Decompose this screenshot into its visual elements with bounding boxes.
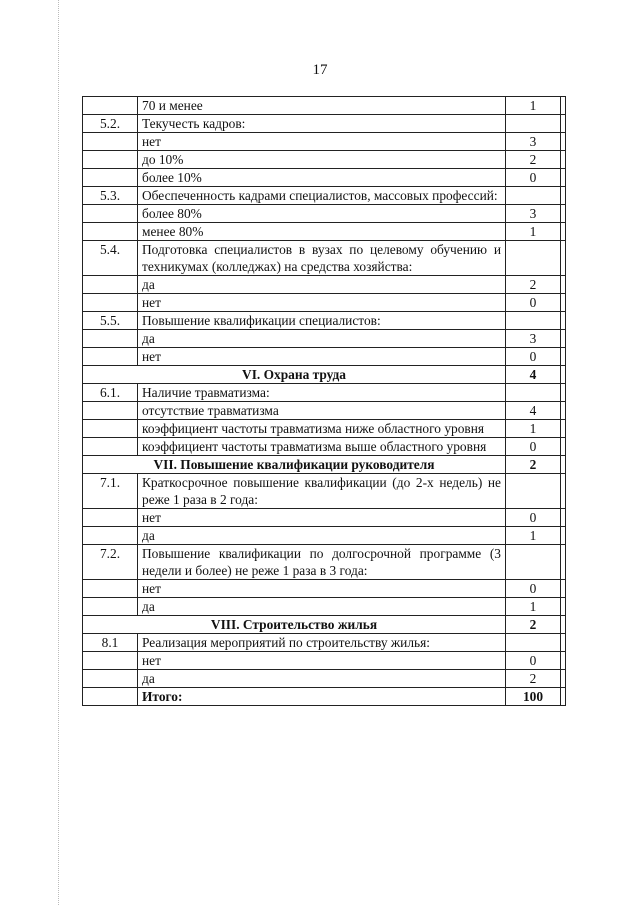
criterion-text: Текучесть кадров: <box>138 115 506 133</box>
row-number <box>83 688 138 706</box>
criterion-text: Обеспеченность кадрами специалистов, массовых профессий: <box>138 187 506 205</box>
row-number: 6.1. <box>83 384 138 402</box>
extra-column-cell <box>561 133 566 151</box>
row-number <box>83 330 138 348</box>
extra-column-cell <box>561 634 566 652</box>
criterion-text: Краткосрочное повышение квалификации (до 2-х недель) не реже 1 раза в 2 года: <box>138 474 506 509</box>
row-number <box>83 205 138 223</box>
table-row <box>83 205 566 223</box>
score-value: 1 <box>506 223 561 241</box>
table-row <box>83 634 566 652</box>
section-header-row <box>83 366 566 384</box>
row-number: 7.2. <box>83 545 138 580</box>
score-value: 4 <box>506 402 561 420</box>
score-value <box>506 384 561 402</box>
section-max-score: 2 <box>506 456 561 474</box>
criterion-text: Наличие травматизма: <box>138 384 506 402</box>
extra-column-cell <box>561 616 566 634</box>
table-row <box>83 438 566 456</box>
row-number <box>83 294 138 312</box>
score-value: 1 <box>506 527 561 545</box>
criterion-text: коэффициент частоты травматизма ниже областного уровня <box>138 420 506 438</box>
extra-column-cell <box>561 420 566 438</box>
score-value <box>506 115 561 133</box>
row-number <box>83 652 138 670</box>
score-value <box>506 545 561 580</box>
row-number <box>83 97 138 115</box>
row-number: 5.5. <box>83 312 138 330</box>
table-row <box>83 223 566 241</box>
score-value: 1 <box>506 598 561 616</box>
table-row <box>83 241 566 276</box>
row-number <box>83 223 138 241</box>
criterion-text: до 10% <box>138 151 506 169</box>
extra-column-cell <box>561 97 566 115</box>
table-row <box>83 545 566 580</box>
section-max-score: 4 <box>506 366 561 384</box>
score-value: 1 <box>506 420 561 438</box>
extra-column-cell <box>561 580 566 598</box>
table-row <box>83 527 566 545</box>
criterion-text: Подготовка специалистов в вузах по целевому обучению и техникумах (колледжах) на средства хозяйства: <box>138 241 506 276</box>
score-value: 0 <box>506 509 561 527</box>
row-number: 5.3. <box>83 187 138 205</box>
score-value: 1 <box>506 97 561 115</box>
criterion-text: нет <box>138 509 506 527</box>
extra-column-cell <box>561 366 566 384</box>
score-value <box>506 187 561 205</box>
score-value: 3 <box>506 205 561 223</box>
table-row <box>83 330 566 348</box>
extra-column-cell <box>561 187 566 205</box>
table-row <box>83 187 566 205</box>
extra-column-cell <box>561 688 566 706</box>
score-value: 0 <box>506 652 561 670</box>
section-header-row <box>83 616 566 634</box>
table-row <box>83 402 566 420</box>
criterion-text: нет <box>138 348 506 366</box>
extra-column-cell <box>561 402 566 420</box>
table-row <box>83 580 566 598</box>
extra-column-cell <box>561 151 566 169</box>
table-row <box>83 169 566 187</box>
extra-column-cell <box>561 276 566 294</box>
extra-column-cell <box>561 456 566 474</box>
criterion-text: более 10% <box>138 169 506 187</box>
extra-column-cell <box>561 598 566 616</box>
extra-column-cell <box>561 670 566 688</box>
section-header-row <box>83 456 566 474</box>
row-number <box>83 402 138 420</box>
score-value: 3 <box>506 133 561 151</box>
score-value: 0 <box>506 169 561 187</box>
row-number <box>83 348 138 366</box>
table-row <box>83 294 566 312</box>
section-title: VIII. Строительство жилья <box>83 616 506 634</box>
score-value: 3 <box>506 330 561 348</box>
row-number <box>83 527 138 545</box>
row-number <box>83 133 138 151</box>
score-value: 2 <box>506 151 561 169</box>
extra-column-cell <box>561 509 566 527</box>
row-number <box>83 420 138 438</box>
score-value: 0 <box>506 580 561 598</box>
row-number: 8.1 <box>83 634 138 652</box>
extra-column-cell <box>561 241 566 276</box>
row-number: 7.1. <box>83 474 138 509</box>
table-row <box>83 133 566 151</box>
total-label: Итого: <box>138 688 506 706</box>
row-number <box>83 670 138 688</box>
table-row <box>83 420 566 438</box>
row-number <box>83 509 138 527</box>
extra-column-cell <box>561 294 566 312</box>
criterion-text: менее 80% <box>138 223 506 241</box>
row-number <box>83 598 138 616</box>
criterion-text: Реализация мероприятий по строительству жилья: <box>138 634 506 652</box>
criterion-text: да <box>138 527 506 545</box>
extra-column-cell <box>561 527 566 545</box>
criterion-text: Повышение квалификации по долгосрочной программе (3 недели и более) не реже 1 раза в 3 года: <box>138 545 506 580</box>
extra-column-cell <box>561 205 566 223</box>
section-title: VI. Охрана труда <box>83 366 506 384</box>
criteria-table <box>82 96 566 706</box>
section-max-score: 2 <box>506 616 561 634</box>
score-value <box>506 312 561 330</box>
table-row <box>83 348 566 366</box>
total-row <box>83 688 566 706</box>
extra-column-cell <box>561 312 566 330</box>
table-row <box>83 151 566 169</box>
criterion-text: Повышение квалификации специалистов: <box>138 312 506 330</box>
table-row <box>83 115 566 133</box>
criterion-text: да <box>138 598 506 616</box>
score-value: 2 <box>506 276 561 294</box>
row-number <box>83 438 138 456</box>
extra-column-cell <box>561 652 566 670</box>
extra-column-cell <box>561 223 566 241</box>
extra-column-cell <box>561 115 566 133</box>
table-row <box>83 384 566 402</box>
extra-column-cell <box>561 474 566 509</box>
table-row <box>83 652 566 670</box>
score-value: 0 <box>506 348 561 366</box>
extra-column-cell <box>561 384 566 402</box>
criterion-text: да <box>138 330 506 348</box>
criterion-text: да <box>138 670 506 688</box>
criterion-text: да <box>138 276 506 294</box>
extra-column-cell <box>561 348 566 366</box>
table-row <box>83 97 566 115</box>
row-number <box>83 276 138 294</box>
criterion-text: более 80% <box>138 205 506 223</box>
criterion-text: отсутствие травматизма <box>138 402 506 420</box>
table-row <box>83 312 566 330</box>
criterion-text: нет <box>138 294 506 312</box>
extra-column-cell <box>561 330 566 348</box>
section-title: VII. Повышение квалификации руководителя <box>83 456 506 474</box>
row-number: 5.4. <box>83 241 138 276</box>
total-score: 100 <box>506 688 561 706</box>
score-value: 0 <box>506 294 561 312</box>
row-number <box>83 580 138 598</box>
row-number: 5.2. <box>83 115 138 133</box>
table-row <box>83 670 566 688</box>
score-value <box>506 241 561 276</box>
table-row <box>83 474 566 509</box>
criterion-text: 70 и менее <box>138 97 506 115</box>
score-value: 0 <box>506 438 561 456</box>
criterion-text: нет <box>138 133 506 151</box>
row-number <box>83 151 138 169</box>
score-value <box>506 634 561 652</box>
binding-margin-line <box>58 0 60 905</box>
extra-column-cell <box>561 545 566 580</box>
table-row <box>83 276 566 294</box>
row-number <box>83 169 138 187</box>
score-value <box>506 474 561 509</box>
page-number: 17 <box>312 62 328 78</box>
table-row <box>83 509 566 527</box>
criterion-text: коэффициент частоты травматизма выше областного уровня <box>138 438 506 456</box>
extra-column-cell <box>561 169 566 187</box>
criterion-text: нет <box>138 580 506 598</box>
score-value: 2 <box>506 670 561 688</box>
table-row <box>83 598 566 616</box>
extra-column-cell <box>561 438 566 456</box>
criterion-text: нет <box>138 652 506 670</box>
